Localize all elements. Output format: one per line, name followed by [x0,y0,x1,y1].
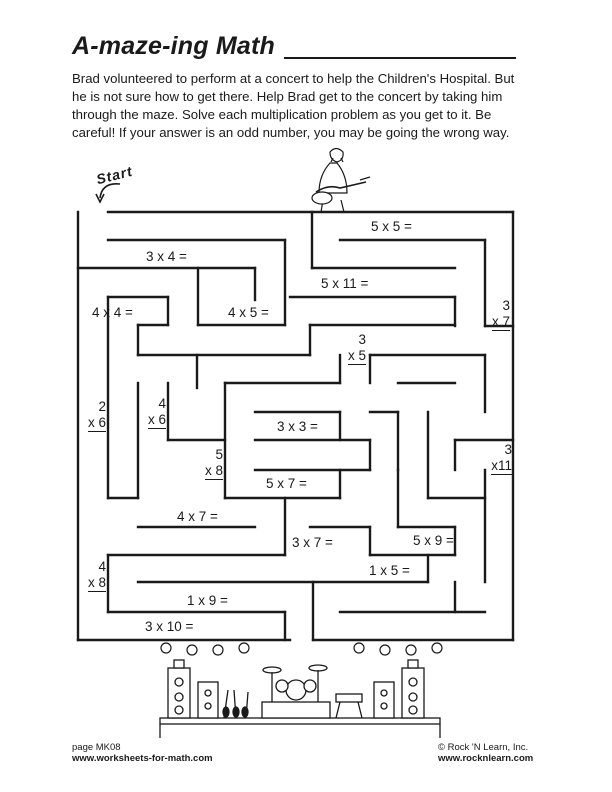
problem-3x3: 3 x 3 = [277,419,318,434]
problem-5x5: 5 x 5 = [371,219,412,234]
problem-4x5: 4 x 5 = [228,305,269,320]
footer-left [72,742,213,764]
start-label: Start [94,162,135,188]
problem-1x5: 1 x 5 = [369,563,410,578]
vertical-problem-3x5: 3 x 5 [347,332,366,363]
footer-right [438,742,533,764]
vertical-problem-4x8: 4 x 8 [87,559,106,590]
vertical-problem-3x7: 3 x 7 [491,298,510,329]
problem-5x11: 5 x 11 = [321,276,369,291]
instructions: Brad volunteered to perform at a concert to help the Children's Hospital. But he is not sure how to get there. Help Brad get to the concert by taking him through the maze. Solve each multiplication problem as you get to it. Be careful! If your answer is an odd number, you may be going the wrong way. [72,71,515,140]
problem-1x9: 1 x 9 = [187,593,228,608]
website-link-left[interactable]: www.worksheets-for-math.com [72,753,213,764]
website-link-right[interactable]: www.rocknlearn.com [438,753,534,764]
problem-3x7: 3 x 7 = [292,535,333,550]
vertical-problem-5x8: 5 x 8 [204,447,223,478]
vertical-problem-3x11: 3 x11 [491,442,512,473]
concert-stage-icon [160,660,440,738]
problem-5x9: 5 x 9 = [413,533,454,548]
vertical-problem-4x6: 4 x 6 [147,396,166,427]
problem-3x4: 3 x 4 = [146,249,187,264]
problem-5x7: 5 x 7 = [266,476,307,491]
problem-3x10: 3 x 10 = [145,619,194,634]
vertical-problem-2x6: 2 x 6 [87,399,106,430]
page-number: page MK08 [72,742,121,753]
problem-4x7: 4 x 7 = [177,509,218,524]
page-title: A-maze-ing Math [72,32,275,60]
stage-lights-icon [161,643,442,655]
guitarist-icon [312,149,370,213]
copyright: © Rock 'N Learn, Inc. [438,742,529,753]
problem-4x4: 4 x 4 = [92,305,133,320]
